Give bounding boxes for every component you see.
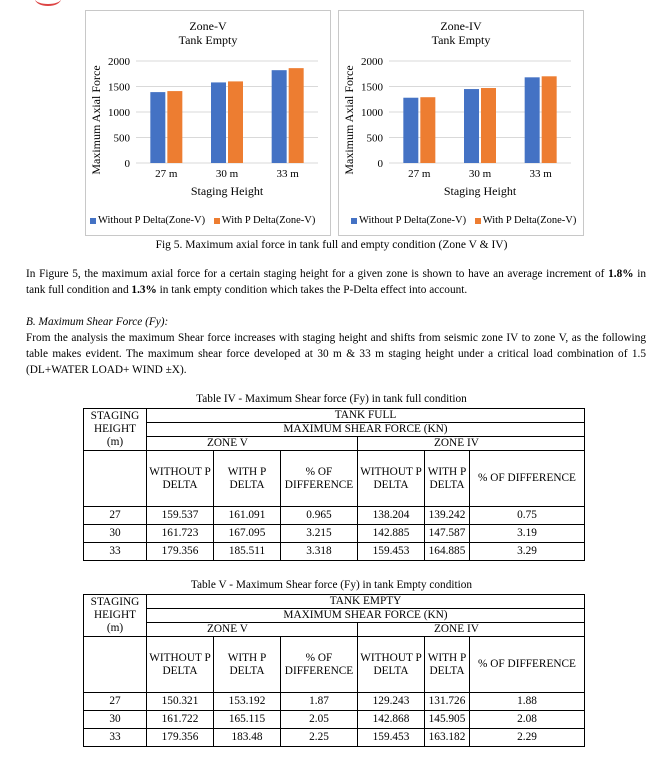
- header-zone-v: ZONE V: [147, 437, 358, 451]
- table-row: [84, 525, 585, 543]
- table-cell: 3.318: [281, 543, 358, 561]
- y-tick-label: 1500: [108, 81, 130, 94]
- header-zone-v: ZONE V: [147, 623, 358, 637]
- bar: [289, 68, 304, 163]
- table-cell: 0.965: [281, 507, 358, 525]
- header-with: WITH P DELTA: [425, 637, 470, 693]
- table-cell: 30: [84, 525, 147, 543]
- table-cell: 33: [84, 729, 147, 747]
- table-cell: 138.204: [358, 507, 425, 525]
- chart-legend: [90, 215, 315, 226]
- table-cell: 185.511: [214, 543, 281, 561]
- table-cell: 153.192: [214, 693, 281, 711]
- header-pct: % OF DIFFERENCE: [470, 637, 585, 693]
- table-cell: 183.48: [214, 729, 281, 747]
- y-tick-label: 0: [124, 158, 130, 170]
- table-cell: 159.453: [358, 729, 425, 747]
- chart-plot: [339, 11, 583, 235]
- bar: [464, 89, 479, 163]
- figure-caption: Fig 5. Maximum axial force in tank full and empty condition (Zone V & IV): [155, 239, 508, 251]
- table-cell: 164.885: [425, 543, 470, 561]
- table-cell: 0.75: [470, 507, 585, 525]
- header-condition: TANK FULL: [147, 409, 585, 423]
- chart-title: Zone-V: [189, 19, 227, 33]
- y-tick-label: 2000: [108, 56, 130, 68]
- header-with: WITH P DELTA: [425, 451, 470, 507]
- table-cell: 1.87: [281, 693, 358, 711]
- x-axis-label: Staging Height: [443, 184, 517, 198]
- legend-swatch-with: [214, 218, 220, 224]
- x-tick-label: 30 m: [468, 168, 492, 180]
- header-zone-iv: ZONE IV: [358, 437, 585, 451]
- table-cell: 142.885: [358, 525, 425, 543]
- bar: [420, 97, 435, 163]
- y-tick-label: 0: [377, 158, 383, 170]
- table-cell: 179.356: [147, 729, 214, 747]
- header-with: WITH P DELTA: [214, 451, 281, 507]
- legend-swatch-with: [475, 218, 481, 224]
- table-cell: 167.095: [214, 525, 281, 543]
- paragraph-axial-force: In Figure 5, the maximum axial force for a certain staging height for a given zone is shown to have an average increment of 1.8% in tank full condition and 1.3% in tank empty condition which takes the P-Delta effect into account.: [26, 268, 646, 296]
- header-without: WITHOUT P DELTA: [147, 637, 214, 693]
- table-cell: 142.868: [358, 711, 425, 729]
- table-cell: 2.08: [470, 711, 585, 729]
- bar: [481, 88, 496, 163]
- table-cell: 129.243: [358, 693, 425, 711]
- header-without: WITHOUT P DELTA: [147, 451, 214, 507]
- legend-label-without: Without P Delta(Zone-V): [98, 215, 206, 226]
- header-pct: % OF DIFFERENCE: [281, 451, 358, 507]
- chart-subtitle: Tank Empty: [431, 33, 491, 47]
- chart-zone-v: [85, 10, 331, 236]
- header-staging-spacer: [84, 451, 147, 507]
- table-cell: 161.723: [147, 525, 214, 543]
- header-max-shear: MAXIMUM SHEAR FORCE (KN): [147, 609, 585, 623]
- y-axis-label: Maximum Axial Force: [89, 65, 103, 175]
- table-cell: 163.182: [425, 729, 470, 747]
- bar: [167, 91, 182, 163]
- table-cell: 131.726: [425, 693, 470, 711]
- table-cell: 3.215: [281, 525, 358, 543]
- table-row: [84, 507, 585, 525]
- y-tick-label: 500: [366, 132, 383, 145]
- header-max-shear: MAXIMUM SHEAR FORCE (KN): [147, 423, 585, 437]
- bar: [542, 76, 557, 163]
- header-staging-spacer: [84, 637, 147, 693]
- table-cell: 2.05: [281, 711, 358, 729]
- table-cell: 2.25: [281, 729, 358, 747]
- bar: [228, 81, 243, 163]
- legend-swatch-without: [351, 218, 357, 224]
- shear-table-full: [83, 408, 585, 561]
- header-with: WITH P DELTA: [214, 637, 281, 693]
- table-cell: 139.242: [425, 507, 470, 525]
- y-tick-label: 500: [113, 132, 130, 145]
- header-staging-height: STAGING HEIGHT (m): [84, 595, 147, 637]
- chart-title: Zone-IV: [440, 19, 482, 33]
- x-axis-label: Staging Height: [190, 184, 264, 198]
- header-without: WITHOUT P DELTA: [358, 451, 425, 507]
- bar: [150, 92, 165, 163]
- y-tick-label: 1000: [361, 107, 383, 119]
- header-pct: % OF DIFFERENCE: [281, 637, 358, 693]
- table-cell: 161.091: [214, 507, 281, 525]
- table-cell: 27: [84, 693, 147, 711]
- table-cell: 150.321: [147, 693, 214, 711]
- header-pct: % OF DIFFERENCE: [470, 451, 585, 507]
- table-cell: 1.88: [470, 693, 585, 711]
- table-row: [84, 543, 585, 561]
- table-cell: 30: [84, 711, 147, 729]
- bar: [211, 82, 226, 163]
- header-staging-height: STAGING HEIGHT (m): [84, 409, 147, 451]
- table-row: [84, 711, 585, 729]
- legend-label-with: With P Delta(Zone-V): [482, 215, 577, 226]
- table-cell: 161.722: [147, 711, 214, 729]
- table-cell: 2.29: [470, 729, 585, 747]
- header-condition: TANK EMPTY: [147, 595, 585, 609]
- paragraph-shear-force: From the analysis the maximum Shear force increases with staging height and shifts from seismic zone IV to zone V, as the following table makes evident. The maximum shear force developed at 30 m & 33 m staging height under a critical load combination of 1.5 (DL+WATER LOAD+ WIND ±X).: [26, 332, 646, 376]
- bar: [525, 77, 540, 163]
- y-axis-label: Maximum Axial Force: [342, 65, 356, 175]
- table-cell: 147.587: [425, 525, 470, 543]
- table-caption: Table IV - Maximum Shear force (Fy) in tank full condition: [196, 393, 467, 405]
- section-heading: B. Maximum Shear Force (Fy):: [26, 316, 169, 328]
- table-cell: 159.537: [147, 507, 214, 525]
- table-row: [84, 729, 585, 747]
- y-tick-label: 1000: [108, 107, 130, 119]
- header-zone-iv: ZONE IV: [358, 623, 585, 637]
- legend-swatch-without: [90, 218, 96, 224]
- bar: [272, 70, 287, 163]
- x-tick-label: 27 m: [155, 168, 178, 180]
- table-cell: 159.453: [358, 543, 425, 561]
- table-cell: 179.356: [147, 543, 214, 561]
- x-tick-label: 30 m: [215, 168, 239, 180]
- chart-legend: [351, 215, 576, 226]
- table-cell: 165.115: [214, 711, 281, 729]
- legend-label-with: With P Delta(Zone-V): [221, 215, 316, 226]
- table-cell: 3.19: [470, 525, 585, 543]
- legend-label-without: Without P Delta(Zone-V): [359, 215, 467, 226]
- x-tick-label: 33 m: [529, 168, 552, 180]
- table-caption: Table V - Maximum Shear force (Fy) in tank Empty condition: [190, 579, 473, 591]
- header-without: WITHOUT P DELTA: [358, 637, 425, 693]
- x-tick-label: 33 m: [276, 168, 299, 180]
- chart-plot: [86, 11, 330, 235]
- x-tick-label: 27 m: [408, 168, 431, 180]
- table-cell: 33: [84, 543, 147, 561]
- shear-table-empty: [83, 594, 585, 747]
- chart-zone-iv: [338, 10, 584, 236]
- table-cell: 145.905: [425, 711, 470, 729]
- table-cell: 27: [84, 507, 147, 525]
- bar: [403, 98, 418, 163]
- table-cell: 3.29: [470, 543, 585, 561]
- y-tick-label: 2000: [361, 56, 383, 68]
- y-tick-label: 1500: [361, 81, 383, 94]
- table-row: [84, 693, 585, 711]
- chart-subtitle: Tank Empty: [178, 33, 238, 47]
- top-edge-mark: [35, 0, 61, 6]
